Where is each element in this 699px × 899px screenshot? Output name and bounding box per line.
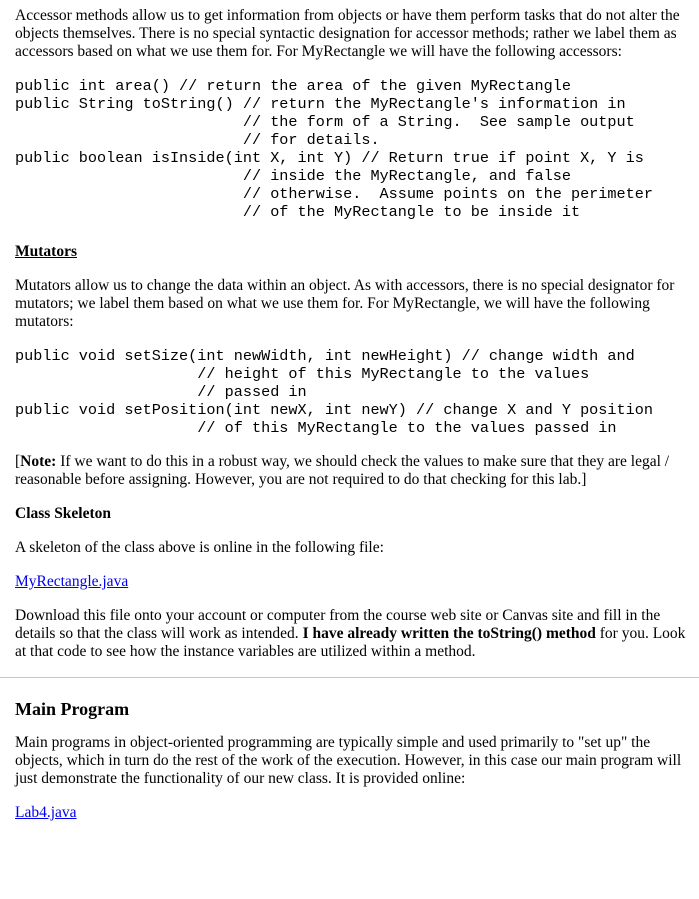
mutators-code-block: public void setSize(int newWidth, int newHeight) // change width and // height of this MyRectangle to the values // passed in public void setPosition(int newX, int newY) // change X and Y position // of this MyRectangle to the values passed in xyxy=(15,347,653,437)
note-open-bracket: [ xyxy=(15,453,21,470)
note-paragraph xyxy=(15,453,691,489)
section-divider xyxy=(0,677,699,678)
skeleton-intro: A skeleton of the class above is online in the following file: xyxy=(15,539,384,556)
accessors-intro: Accessor methods allow us to get information from objects or have them perform tasks that do not alter the objects themselves. There is no special syntactic designation for accessor methods; rather we label them as accessors based on what we use them for. For MyRectangle we will have the following accessors: xyxy=(15,7,680,60)
skeleton-instructions xyxy=(15,607,691,661)
lab4-java-link[interactable]: Lab4.java xyxy=(15,804,77,821)
skeleton-text-after: for you. Look at that code to see how the instance variables are utilized within a method. xyxy=(15,625,686,660)
myrectangle-java-link[interactable]: MyRectangle.java xyxy=(15,573,129,590)
skeleton-text-before: Download this file onto your account or computer from the course web site or Canvas site and fill in the details so that the class will work as intended. xyxy=(15,607,661,642)
accessors-code-block: public int area() // return the area of the given MyRectangle public String toString() // return the MyRectangle's information in // the form of a String. See sample output // for details. public boolean isInside(int X, int Y) // Return true if point X, Y is // inside the MyRectangle, and false // otherwise. Assume points on the perimeter // of the MyRectangle to be inside it xyxy=(15,77,653,221)
note-text: If we want to do this in a robust way, we should check the values to make sure that they are legal / reasonable before assigning. However, you are not required to do that checking for this lab.] xyxy=(15,453,670,488)
mutators-intro: Mutators allow us to change the data within an object. As with accessors, there is no special designator for mutators; we label them based on what we use them for. For MyRectangle, we will have the following mutators: xyxy=(15,277,675,330)
mutators-heading: Mutators xyxy=(15,243,77,260)
main-program-heading: Main Program xyxy=(15,699,130,719)
note-label: Note: xyxy=(20,453,57,470)
class-skeleton-heading: Class Skeleton xyxy=(15,505,112,522)
main-program-text: Main programs in object-oriented programming are typically simple and used primarily to "set up" the objects, which in turn do the rest of the work of the execution. However, in this case our main program will just demonstrate the functionality of our new class. It is provided online: xyxy=(15,734,682,787)
skeleton-text-bold: I have already written the toString() method xyxy=(302,625,596,642)
